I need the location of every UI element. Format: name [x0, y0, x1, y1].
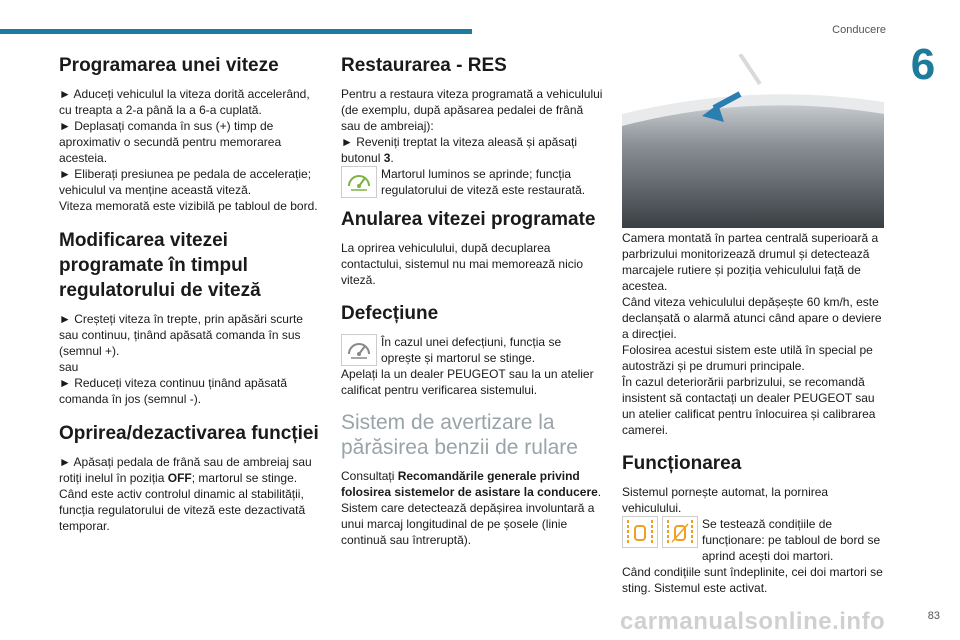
windshield-camera-illustration [622, 54, 884, 228]
paragraph: Sistemul pornește automat, la pornirea vehiculului. [622, 485, 829, 515]
paragraph: Sistem care detectează depășirea involuntară a unui marcaj longitudinal de pe șosele (linie continuă sau întreruptă). [341, 501, 595, 547]
heading-lane-departure: Sistem de avertizare la părăsirea benzii de rulare [341, 411, 578, 459]
lane-departure-icons [622, 516, 698, 548]
heading-stop: Oprirea/dezactivarea funcției [59, 423, 319, 444]
paragraph: În cazul unei defecțiuni, funcția se oprește și martorul se stinge. [381, 335, 562, 365]
paragraph: Se testează condițiile de funcționare: pe tabloul de bord se aprind acești doi martori. [702, 517, 881, 563]
column-2 [341, 54, 603, 562]
heading-programming: Programarea unei viteze [59, 55, 279, 76]
paragraph: Când condițiile sunt îndeplinite, cei doi martori se sting. Sistemul este activat. [622, 565, 883, 595]
paragraph: ► Creșteți viteza în trepte, prin apăsări scurte sau continuu, ținând apăsată comanda în sus (semnul +). [59, 312, 303, 358]
lane-indicator-note [622, 516, 884, 564]
chapter-number: 6 [910, 40, 936, 89]
paragraph: Folosirea acestui sistem este utilă în special pe autostrăzi și pe drumuri principale. [622, 343, 873, 373]
paragraph: ► Reveniți treptat la viteza aleasă și apăsați butonul 3. [341, 135, 577, 165]
paragraph: ► Deplasați comanda în sus (+) timp de aproximativ o secundă pentru memorarea acesteia. [59, 119, 282, 165]
indicator-note [341, 166, 603, 198]
column-1 [59, 54, 321, 548]
column-3 [622, 230, 884, 610]
paragraph: Consultați Recomandările generale privind folosirea sistemelor de asistare la conducere. [341, 469, 602, 499]
page-number: 83 [927, 610, 940, 622]
paragraph: ► Aduceți vehiculul la viteza dorită accelerând, cu treapta a 2-a până la a 6-a cuplată. [59, 87, 310, 117]
paragraph: În cazul deteriorării parbrizului, se recomandă insistent să contactați un dealer PEUGEOT sau un atelier calificat pentru înlocuirea și calibrarea camerei. [622, 375, 876, 437]
paragraph: ► Apăsați pedala de frână sau de ambreiaj sau rotiți inelul în poziția OFF; martorul se stinge. [59, 455, 312, 485]
heading-cancel: Anularea vitezei programate [341, 209, 596, 230]
paragraph: Apelați la un dealer PEUGEOT sau la un atelier calificat pentru verificarea sistemului. [341, 367, 594, 397]
heading-fault: Defecțiune [341, 303, 439, 324]
heading-operation: Funcționarea [622, 453, 742, 474]
section-title: Conducere [832, 24, 886, 36]
paragraph: Când viteza vehiculului depășește 60 km/h, este declanșată o alarmă atunci când apare o deviere a direcției. [622, 295, 882, 341]
speedometer-fault-icon [341, 334, 377, 366]
paragraph: Martorul luminos se aprinde; funcția regulatorului de viteză este restaurată. [381, 167, 586, 197]
paragraph: Viteza memorată este vizibilă pe tabloul de bord. [59, 199, 318, 213]
watermark: carmanualsonline.info [620, 608, 886, 635]
paragraph: Pentru a restaura viteza programată a vehiculului (de exemplu, după apăsarea pedalei de frână sau de ambreiaj): [341, 87, 603, 133]
paragraph: ► Reduceți viteza continuu ținând apăsată comanda în jos (semnul -). [59, 376, 288, 406]
heading-restore: Restaurarea - RES [341, 55, 507, 76]
heading-modify: Modificarea vitezei programate în timpul regulatorului de viteză [59, 230, 261, 301]
header-accent-bar [0, 29, 472, 34]
paragraph: Camera montată în partea centrală superioară a parbrizului monitorizează drumul și detectează marcajele rutiere și poziția vehiculului față de acestea. [622, 231, 879, 293]
paragraph: ► Eliberați presiunea pe pedala de accelerație; vehiculul va menține această viteză. [59, 167, 312, 197]
paragraph: La oprirea vehiculului, după decuplarea contactului, sistemul nu mai memorează nicio viteză. [341, 241, 584, 287]
fault-note [341, 334, 603, 366]
speedometer-warning-icon [341, 166, 377, 198]
paragraph: Când este activ controlul dinamic al stabilității, funcția regulatorului de viteză este dezactivată temporar. [59, 487, 306, 533]
lane-departure-icon [622, 516, 658, 548]
paragraph: sau [59, 360, 79, 374]
lane-departure-icon [662, 516, 698, 548]
